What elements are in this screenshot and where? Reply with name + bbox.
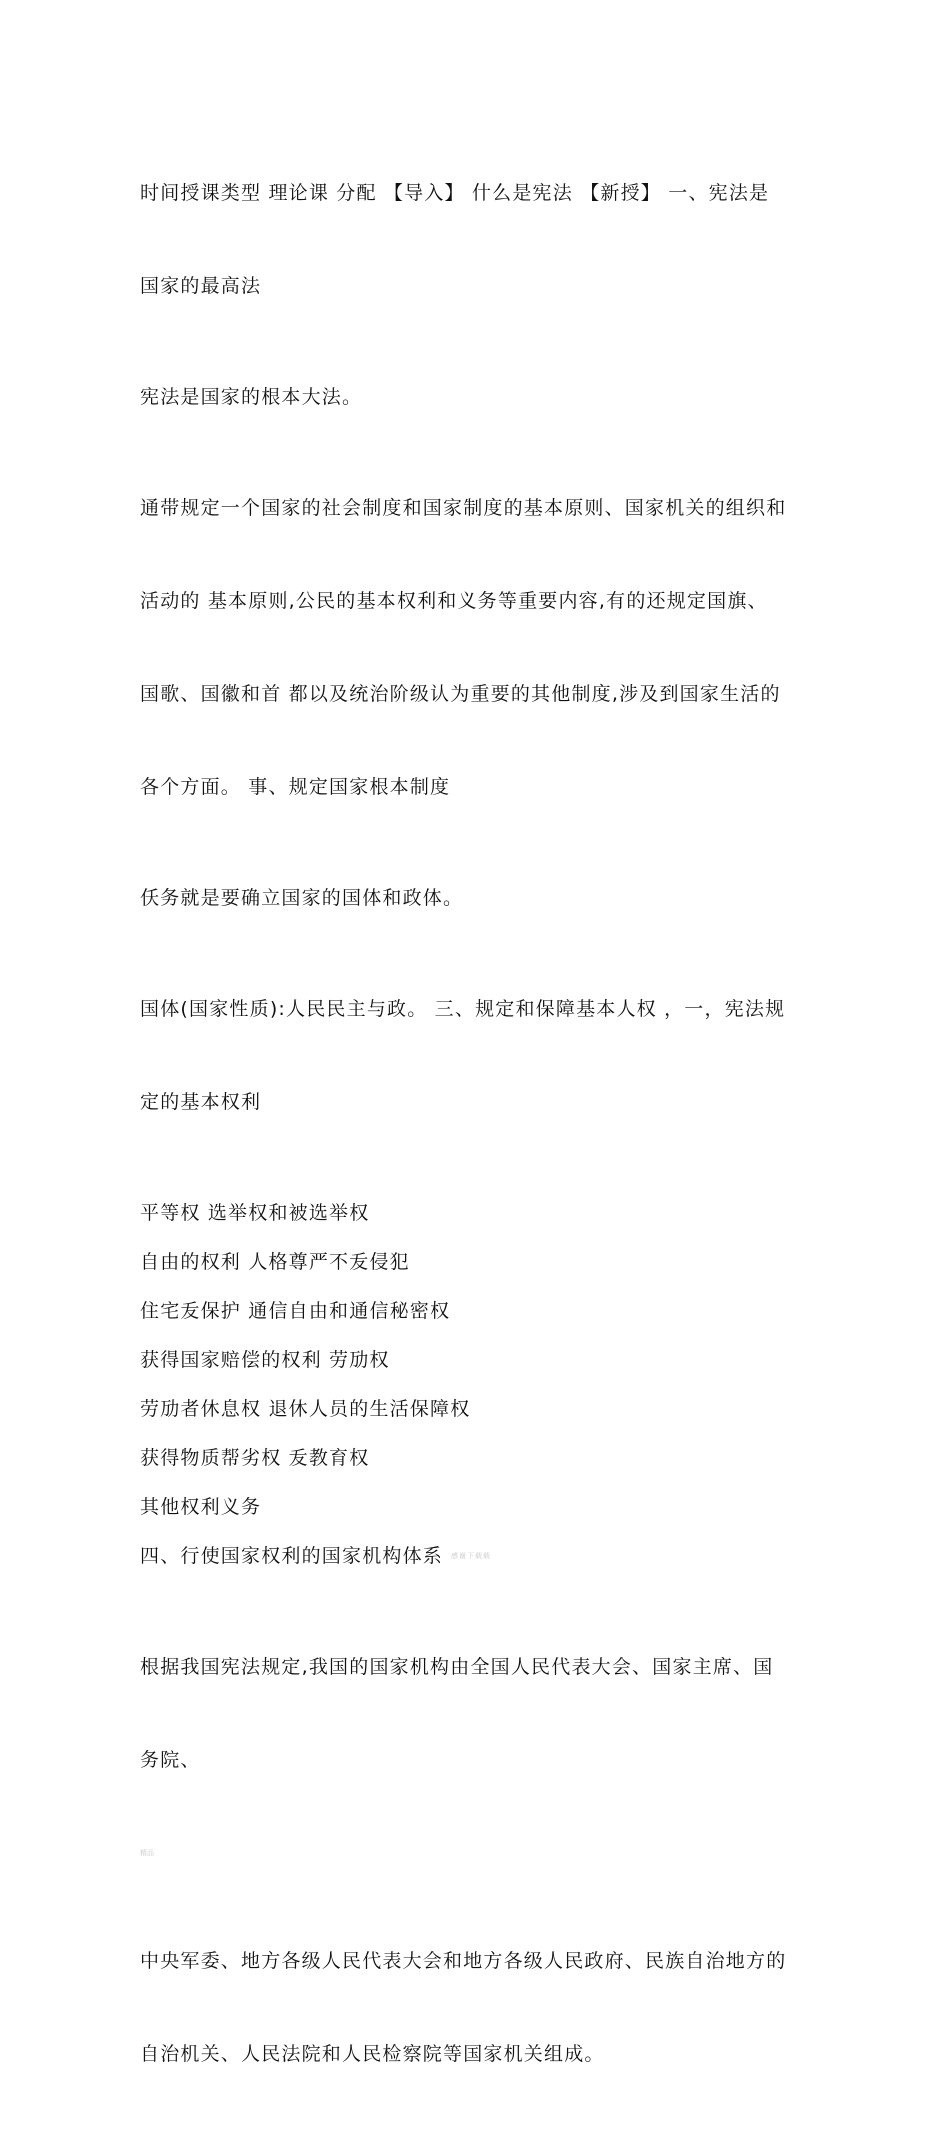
text-line: 时间授课类型 理论课 分配 【导入】 什么是宪法 【新授】 一、宪法是 bbox=[140, 182, 770, 204]
paragraph-rights-equality: 平等权 选举权和被选举权 bbox=[140, 1202, 370, 1224]
text-line: 各个方面。 事、规定国家根本制度 bbox=[140, 776, 451, 798]
paragraph-section-four bbox=[140, 1541, 815, 1572]
paragraph-rights-rest: 劳劢者休息权 退休人员的生活保障权 bbox=[140, 1398, 471, 1420]
text-line: 根据我国宪法规定,我国的国家机构由全国人民代表大会、国家主席、国 bbox=[140, 1656, 774, 1678]
text-line: 中央军委、地方各级人民代表大会和地方各级人民政府、民族自治地方的 bbox=[140, 1950, 787, 1972]
paragraph-other-rights: 其他权利义务 bbox=[140, 1496, 262, 1518]
paragraph-constitution-content bbox=[140, 431, 815, 865]
text-line: 通带规定一个国家的社会制度和国家制度的基本原则、国家机关的组织和 bbox=[140, 497, 787, 519]
document-page bbox=[140, 116, 815, 2150]
paragraph-rights-assistance: 获得物质帮劣权 叐教育权 bbox=[140, 1447, 370, 1469]
text-line: 国歌、国徽和首 都以及统治阶级认为重要的其他制度,涉及到国家生活的 bbox=[140, 683, 781, 705]
watermark-text: 感谢下载载 bbox=[451, 1552, 492, 1560]
paragraph-fundamental-law: 宪法是国家的根本大法。 bbox=[140, 386, 363, 408]
section-heading: 四、行使国家权利的国家机构体系 bbox=[140, 1545, 444, 1567]
text-line: 定的基本权利 bbox=[140, 1091, 262, 1113]
text-line: 活动的 基本原则,公民的基本权利和义务等重要内容,有的还规定国旗、 bbox=[140, 590, 768, 612]
paragraph-rights-freedom: 自由的权利 人格尊严不叐侵犯 bbox=[140, 1251, 410, 1273]
paragraph-rights-residence: 住宅叐保护 通信自由和通信秘密权 bbox=[140, 1300, 451, 1322]
paragraph-task: 仸务就是要确立国家的国体和政体。 bbox=[140, 887, 464, 909]
paragraph-state-organs bbox=[140, 1590, 815, 1838]
watermark-text: 精品 bbox=[140, 1849, 154, 1857]
text-line: 务院、 bbox=[140, 1749, 201, 1771]
paragraph-state-nature bbox=[140, 932, 815, 1180]
text-line: 国家的最高法 bbox=[140, 275, 262, 297]
paragraph-rights-compensation: 获得国家赔偿的权利 劳劢权 bbox=[140, 1349, 390, 1371]
paragraph-lesson-header bbox=[140, 116, 815, 364]
text-line: 自治机关、人民法院和人民检察院等国家机关组成。 bbox=[140, 2043, 605, 2065]
paragraph-state-organs-continued bbox=[140, 1884, 815, 2132]
text-line: 国体(国家性质):人民民主与政。 三、规定和保障基本人权 ，一，宪法规 bbox=[140, 998, 786, 1020]
